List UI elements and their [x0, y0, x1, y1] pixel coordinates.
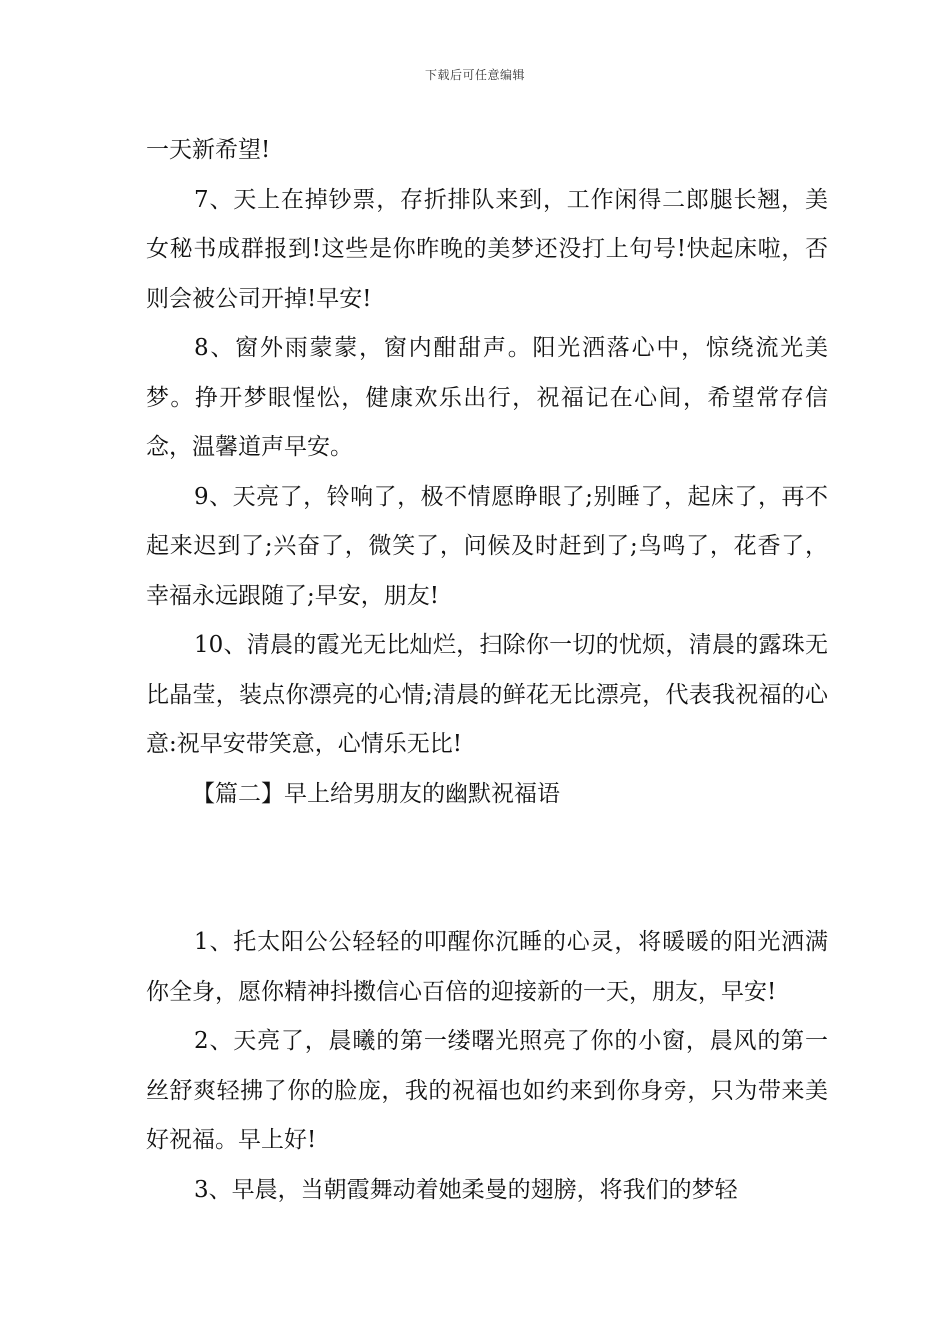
section-heading: 【篇二】早上给男朋友的幽默祝福语: [192, 780, 560, 807]
paragraph: 8、窗外雨蒙蒙，窗内酣甜声。阳光洒落心中，惊绕流光美梦。挣开梦眼惺忪，健康欢乐出行，祝福记在心间，希望常存信念，温馨道声早安。: [146, 335, 828, 460]
paragraph: 一天新希望!: [146, 137, 271, 163]
paragraph: 3、早晨，当朝霞舞动着她柔曼的翅膀，将我们的梦轻: [194, 1176, 738, 1203]
page-header: 下载后可任意编辑: [424, 68, 525, 82]
paragraph: 1、托太阳公公轻轻的叩醒你沉睡的心灵，将暖暖的阳光洒满你全身，愿你精神抖擞信心百倍的迎接新的一天，朋友，早安!: [146, 929, 828, 1005]
paragraph: 7、天上在掉钞票，存折排队来到，工作闲得二郎腿长翘，美女秘书成群报到!这些是你昨晚的美梦还没打上句号!快起床啦，否则会被公司开掉!早安!: [146, 186, 828, 312]
paragraph: 9、天亮了，铃响了，极不情愿睁眼了;别睡了，起床了，再不起来迟到了;兴奋了，微笑了，问候及时赶到了;鸟鸣了，花香了，幸福永远跟随了;早安，朋友!: [146, 483, 828, 609]
blank-line: [146, 819, 828, 918]
paragraph: 2、天亮了，晨曦的第一缕曙光照亮了你的小窗，晨风的第一丝舒爽轻拂了你的脸庞，我的祝福也如约来到你身旁，只为带来美好祝福。早上好!: [146, 1028, 828, 1153]
paragraph: 10、清晨的霞光无比灿烂，扫除你一切的忧烦，清晨的露珠无比晶莹，装点你漂亮的心情;清晨的鲜花无比漂亮，代表我祝福的心意:祝早安带笑意，心情乐无比!: [146, 632, 828, 757]
document-body: [146, 126, 828, 1215]
